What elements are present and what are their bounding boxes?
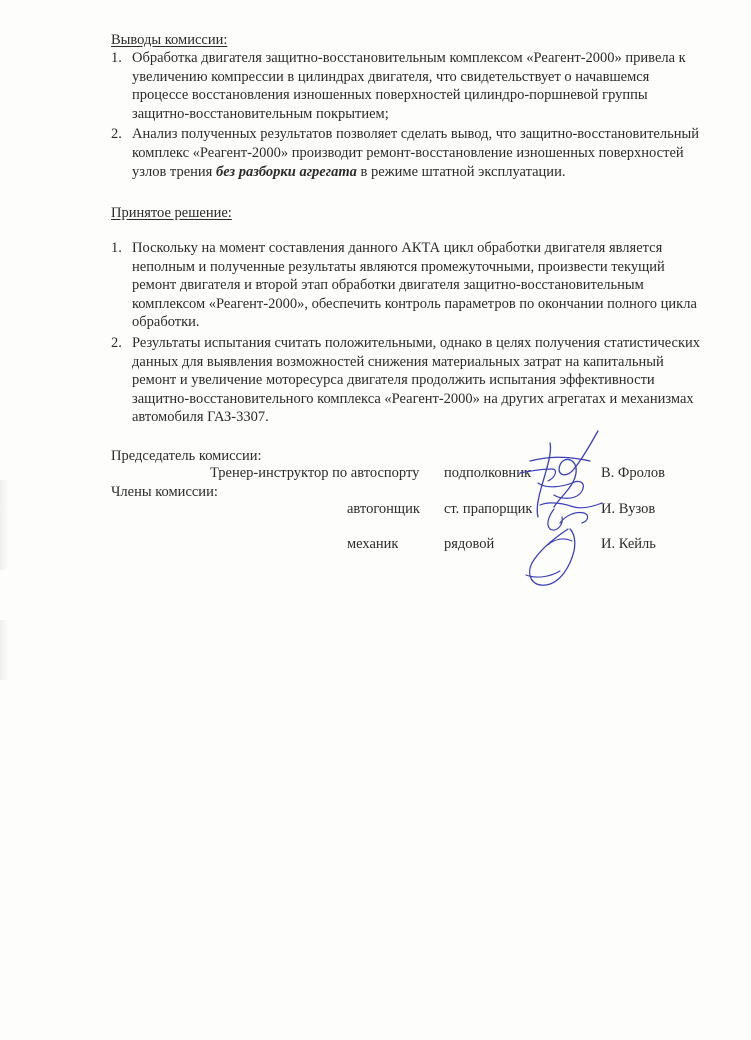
signature-ink — [520, 431, 602, 585]
item-text: Обработка двигателя защитно-восстановительным комплексом «Реагент-2000» привела к увеличению компрессии в цилиндрах двигателя, что свидетельствует о начавшемся процессе восстановления изношенных поверхностей цилиндро-поршневой группы защитно-восстановительным покрытием; — [132, 50, 686, 122]
item-text: Анализ полученных результатов позволяет сделать вывод, что защитно-восстановительный комплекс «Реагент-2000» производит ремонт-восстановление изношенных поверхностей узлов трения — [132, 126, 699, 180]
item-number: 2. — [111, 126, 122, 143]
decision-heading: Принятое решение: — [111, 205, 232, 221]
item-number: 1. — [111, 50, 122, 66]
signer-position: механик — [347, 536, 399, 552]
conclusions-heading: Выводы комиссии: — [111, 32, 228, 48]
signer-position: автогонщик — [347, 501, 420, 517]
list-item — [111, 334, 701, 427]
list-item — [111, 49, 701, 123]
signer-rank: рядовой — [444, 536, 495, 552]
signer-name: В. Фролов — [601, 465, 666, 481]
members-label: Члены комиссии: — [111, 484, 218, 500]
item-text: Результаты испытания считать положительными, однако в целях получения статистических данных для выявления возможностей снижения материальных затрат на капитальный ремонт и увеличение моторесурса двигателя продолжить испытания эффективности защитно-восстановительного комплекса «Реагент-2000» на других агрегатах и механизмах автомобиля ГАЗ-3307. — [132, 334, 701, 426]
signer-rank: ст. прапорщик — [444, 501, 533, 517]
item-number: 2. — [111, 334, 122, 351]
list-item — [111, 125, 701, 181]
handwritten-signatures — [490, 425, 620, 595]
item-text-end: в режиме штатной эксплуатации. — [356, 163, 566, 180]
list-item — [111, 239, 701, 332]
emphasis-text: без разборки агрегата — [215, 163, 357, 180]
scan-edge-shadow — [0, 480, 8, 570]
signer-name: И. Вузов — [601, 501, 656, 517]
item-number: 1. — [111, 240, 122, 256]
decision-list — [111, 239, 701, 429]
signer-rank: подполковник — [444, 465, 531, 481]
signer-position: Тренер-инструктор по автоспорту — [210, 465, 420, 481]
signer-name: И. Кейль — [601, 536, 656, 552]
conclusions-list — [111, 49, 701, 183]
item-text: Поскольку на момент составления данного АКТА цикл обработки двигателя является неполным и полученные результаты являются промежуточными, произвести текущий ремонт двигателя и второй этап обработки двигателя защитно-восстановительным комплексом «Реагент-2000», обеспечить контроль параметров по окончании полного цикла обработки. — [132, 240, 697, 331]
scan-edge-shadow — [0, 620, 8, 680]
chairman-label: Председатель комиссии: — [111, 448, 262, 464]
